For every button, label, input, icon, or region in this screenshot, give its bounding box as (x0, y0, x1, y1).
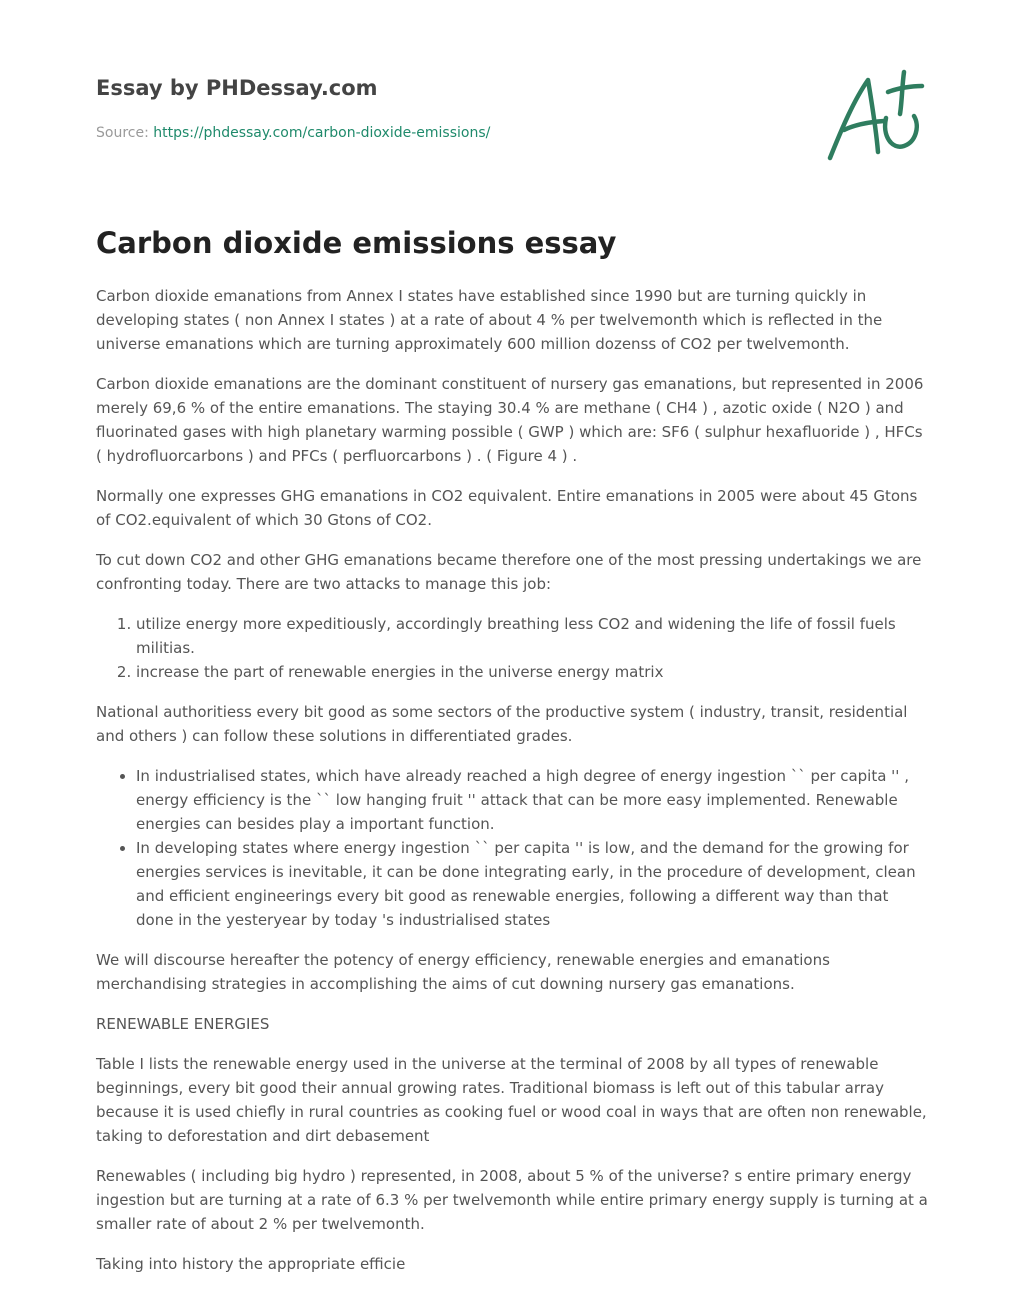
paragraph: Carbon dioxide emanations from Annex I states have established since 1990 but are turning quickly in developing states ( non Annex I states ) at a rate of about 4 % per twelvemonth which is reflected in the universe emanations which are turning approximately 600 million dozenss of CO2 per twelvemonth. (96, 287, 883, 353)
list-item: • In developing states where energy ingestion `` per capita '' is low, and the demand for the growing for energies services is inevitable, it can be done integrating early, in the procedure of development, clean and efficient engineerings every bit good as renewable energies, following a different way than that done in the yesteryear by today 's industrialised states (136, 836, 930, 932)
source-label: Source: (96, 125, 154, 141)
paragraph: Table I lists the renewable energy used in the universe at the terminal of 2008 by all types of renewable beginnings, every bit good their annual growing rates. Traditional biomass is left out of this tabular array because it is used chiefly in rural countries as cooking fuel or wood coal in ways that are often non renewable, taking to deforestation and dirt debasement (96, 1055, 927, 1145)
ordered-list (96, 612, 930, 684)
paragraph: Renewables ( including big hydro ) represented, in 2008, about 5 % of the universe? s entire primary energy ingestion but are turning at a rate of 6.3 % per twelvemonth while entire primary energy supply is turning at a smaller rate of about 2 % per twelvemonth. (96, 1167, 928, 1233)
a-plus-logo-icon (820, 66, 930, 166)
bullet-list (96, 764, 930, 932)
paragraph: National authoritiess every bit good as some sectors of the productive system ( industry, transit, residential and others ) can follow these solutions in differentiated grades. (96, 703, 908, 745)
paragraph: Normally one expresses GHG emanations in CO2 equivalent. Entire emanations in 2005 were about 45 Gtons of CO2.equivalent of which 30 Gtons of CO2. (96, 487, 918, 529)
essay-title: Carbon dioxide emissions essay (96, 226, 617, 260)
paragraph: Taking into history the appropriate efficie (96, 1255, 406, 1273)
list-item: • In industrialised states, which have already reached a high degree of energy ingestion `` per capita '' , energy efficiency is the `` low hanging fruit '' attack that can be more easy implemented. Renewable energies can besides play a important function. (136, 764, 930, 836)
essay-body (96, 284, 930, 1292)
paragraph: Carbon dioxide emanations are the dominant constituent of nursery gas emanations, but represented in 2006 merely 69,6 % of the entire emanations. The staying 30.4 % are methane ( CH4 ) , azotic oxide ( N2O ) and fluorinated gases with high planetary warming possible ( GWP ) which are: SF6 ( sulphur hexafluoride ) , HFCs ( hydrofluorcarbons ) and PFCs ( perfluorcarbons ) . ( Figure 4 ) . (96, 375, 924, 465)
site-title: Essay by PHDessay.com (96, 76, 378, 100)
source-line (96, 125, 490, 141)
section-heading: RENEWABLE ENERGIES (96, 1015, 270, 1033)
source-link[interactable]: https://phdessay.com/carbon-dioxide-emissions/ (153, 125, 491, 141)
paragraph: We will discourse hereafter the potency of energy efficiency, renewable energies and emanations merchandising strategies in accomplishing the aims of cut downing nursery gas emanations. (96, 951, 830, 993)
list-item: 2. increase the part of renewable energies in the universe energy matrix (136, 660, 930, 684)
list-item: 1. utilize energy more expeditiously, accordingly breathing less CO2 and widening the life of fossil fuels militias. (136, 612, 930, 660)
paragraph: To cut down CO2 and other GHG emanations became therefore one of the most pressing undertakings we are confronting today. There are two attacks to manage this job: (96, 551, 922, 593)
